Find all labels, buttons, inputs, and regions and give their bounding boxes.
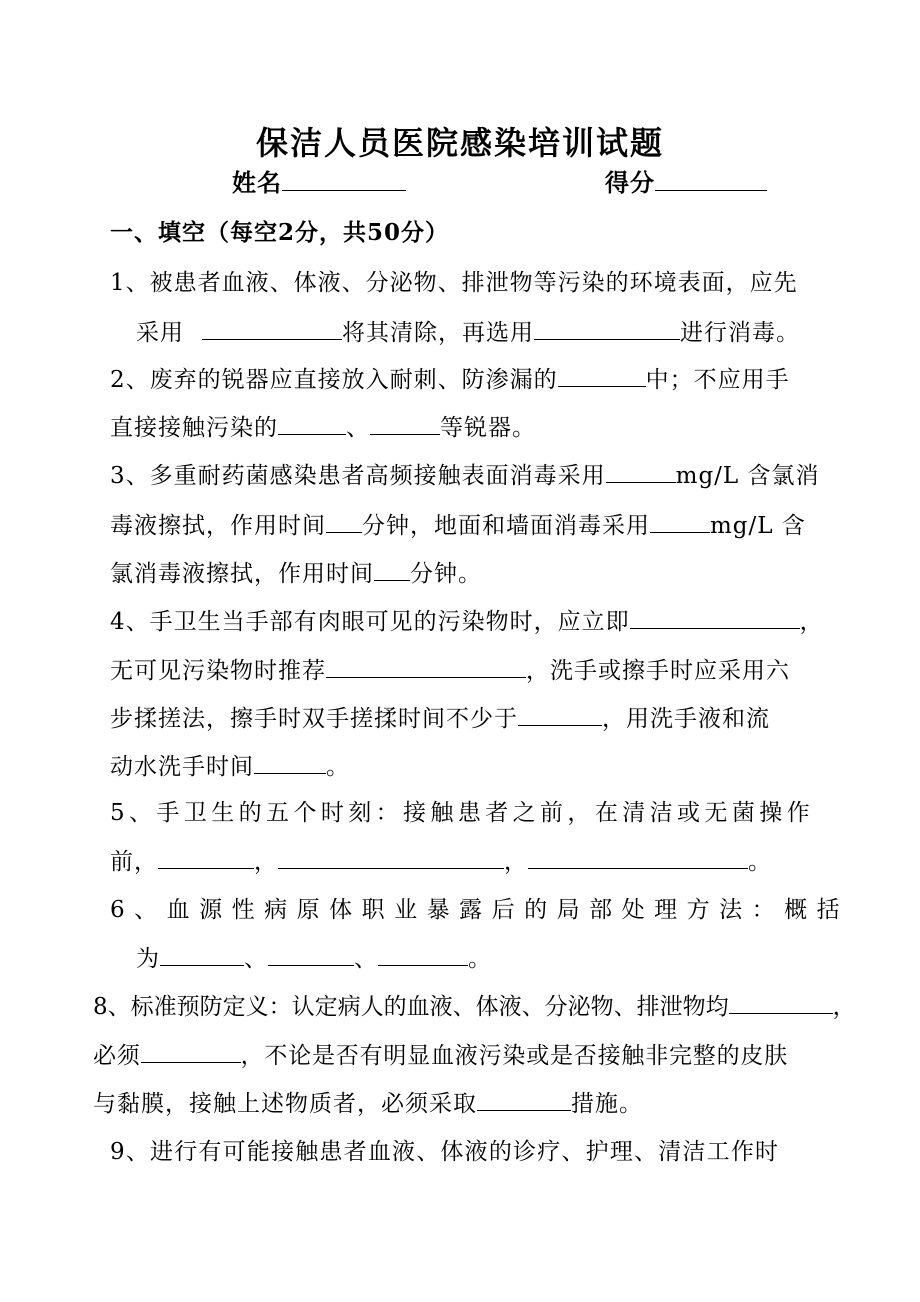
page-title: 保洁人员医院感染培训试题 <box>255 124 664 162</box>
name-label: 姓名 <box>232 168 282 197</box>
q2-line-1 <box>110 364 790 395</box>
q4-text-a: 4、手卫生当手部有肉眼可见的污染物时，应立即 <box>110 609 630 635</box>
q2-blank-3[interactable] <box>370 412 440 435</box>
q3-blank-3[interactable] <box>650 510 710 533</box>
q8-text-a: 8、标准预防定义：认定病人的血液、体液、分泌物、排泄物均 <box>93 994 729 1020</box>
q8-line-1 <box>93 991 856 1022</box>
q4-text-d: ，洗手或擦手时应采用六 <box>526 658 790 684</box>
score-label: 得分 <box>605 168 655 197</box>
q6-text-b: 为 <box>136 946 160 972</box>
q3-line-2 <box>110 510 806 541</box>
q5-blank-1[interactable] <box>158 846 254 869</box>
q5-line-1: 5、手卫生的五个时刻：接触患者之前，在清洁或无菌操作 <box>110 800 815 826</box>
q6-text-c: 、 <box>244 946 268 972</box>
q4-line-2 <box>110 655 790 686</box>
q1-line-2 <box>136 317 800 348</box>
q6-blank-2[interactable] <box>268 943 354 966</box>
section-heading: 一、填空（每空2分，共50分） <box>110 219 450 246</box>
q3-blank-2[interactable] <box>326 510 362 533</box>
q4-text-e: 步揉搓法，擦手时双手搓揉时间不少于 <box>110 706 518 732</box>
q5-text-e: 。 <box>748 849 772 875</box>
q8-blank-3[interactable] <box>477 1088 571 1111</box>
q8-text-f: 措施。 <box>571 1091 643 1117</box>
q3-blank-1[interactable] <box>606 460 676 483</box>
q6-blank-3[interactable] <box>378 943 468 966</box>
q4-text-b: ， <box>799 609 824 635</box>
q6-line-2 <box>136 943 492 974</box>
q6-text-e: 。 <box>468 946 492 972</box>
q6-text-d: 、 <box>354 946 378 972</box>
q4-blank-2[interactable] <box>326 655 526 678</box>
q5-blank-2[interactable] <box>278 846 504 869</box>
q8-line-3 <box>93 1088 643 1119</box>
q3-line-3 <box>110 558 482 589</box>
q2-text-e: 等锐器。 <box>440 415 536 441</box>
q1-text-b: 采用 <box>136 320 184 346</box>
q6-line-1: 6、血源性病原体职业暴露后的局部处理方法：概括 <box>110 897 850 923</box>
q8-blank-1[interactable] <box>729 991 833 1014</box>
q4-text-h: 。 <box>326 754 350 780</box>
q3-text-f: 氯消毒液擦拭，作用时间 <box>110 561 374 587</box>
q8-text-b: ， <box>832 994 856 1020</box>
q8-blank-2[interactable] <box>141 1040 241 1063</box>
q5-line-2 <box>110 846 772 877</box>
q4-blank-4[interactable] <box>254 751 326 774</box>
q8-text-d: ，不论是否有明显血液污染或是否接触非完整的皮肤 <box>240 1043 789 1069</box>
q1-blank-1[interactable] <box>202 317 342 340</box>
q8-text-c: 必须 <box>93 1043 141 1069</box>
q5-text-c: ， <box>254 849 278 875</box>
score-field <box>605 168 767 198</box>
q5-text-d: ， <box>504 849 528 875</box>
q3-text-b: mg/L 含氯消 <box>675 463 820 489</box>
q3-line-1 <box>110 460 820 491</box>
q4-text-f: ，用洗手液和流 <box>602 706 770 732</box>
q5-text-b: 前， <box>110 849 158 875</box>
score-blank[interactable] <box>655 168 767 191</box>
q1-text-c: 将其清除，再选用 <box>342 320 534 346</box>
name-field <box>232 168 406 198</box>
q3-text-d: 分钟，地面和墙面消毒采用 <box>362 513 650 539</box>
q3-text-g: 分钟。 <box>410 561 482 587</box>
q2-line-2 <box>110 412 536 443</box>
q8-text-e: 与黏膜，接触上述物质者，必须采取 <box>93 1091 477 1117</box>
q1-line-1: 1、被患者血液、体液、分泌物、排泄物等污染的环境表面，应先 <box>110 270 798 296</box>
q2-text-a: 2、废弃的锐器应直接放入耐刺、防渗漏的 <box>110 367 558 393</box>
q4-line-1 <box>110 606 824 637</box>
q2-text-c: 直接接触污染的 <box>110 415 278 441</box>
q2-blank-2[interactable] <box>278 412 346 435</box>
q6-blank-1[interactable] <box>160 943 244 966</box>
q4-line-3 <box>110 703 770 734</box>
name-blank[interactable] <box>282 168 406 191</box>
q5-blank-3[interactable] <box>528 846 748 869</box>
q1-text-d: 进行消毒。 <box>680 320 800 346</box>
q3-text-c: 毒液擦拭，作用时间 <box>110 513 326 539</box>
q8-line-2 <box>93 1040 788 1071</box>
q2-text-b: 中；不应用手 <box>645 367 790 393</box>
q2-blank-1[interactable] <box>558 364 646 387</box>
q4-text-g: 动水洗手时间 <box>110 754 254 780</box>
q3-text-e: mg/L 含 <box>710 513 806 539</box>
q1-blank-2[interactable] <box>534 317 680 340</box>
q3-blank-4[interactable] <box>374 558 410 581</box>
q4-blank-3[interactable] <box>518 703 602 726</box>
q9-line-1: 9、进行有可能接触患者血液、体液的诊疗、护理、清洁工作时 <box>110 1139 780 1165</box>
q4-text-c: 无可见污染物时推荐 <box>110 658 326 684</box>
q4-line-4 <box>110 751 350 782</box>
q3-text-a: 3、多重耐药菌感染患者高频接触表面消毒采用 <box>110 463 606 489</box>
q4-blank-1[interactable] <box>630 606 800 629</box>
q2-text-d: 、 <box>346 415 370 441</box>
